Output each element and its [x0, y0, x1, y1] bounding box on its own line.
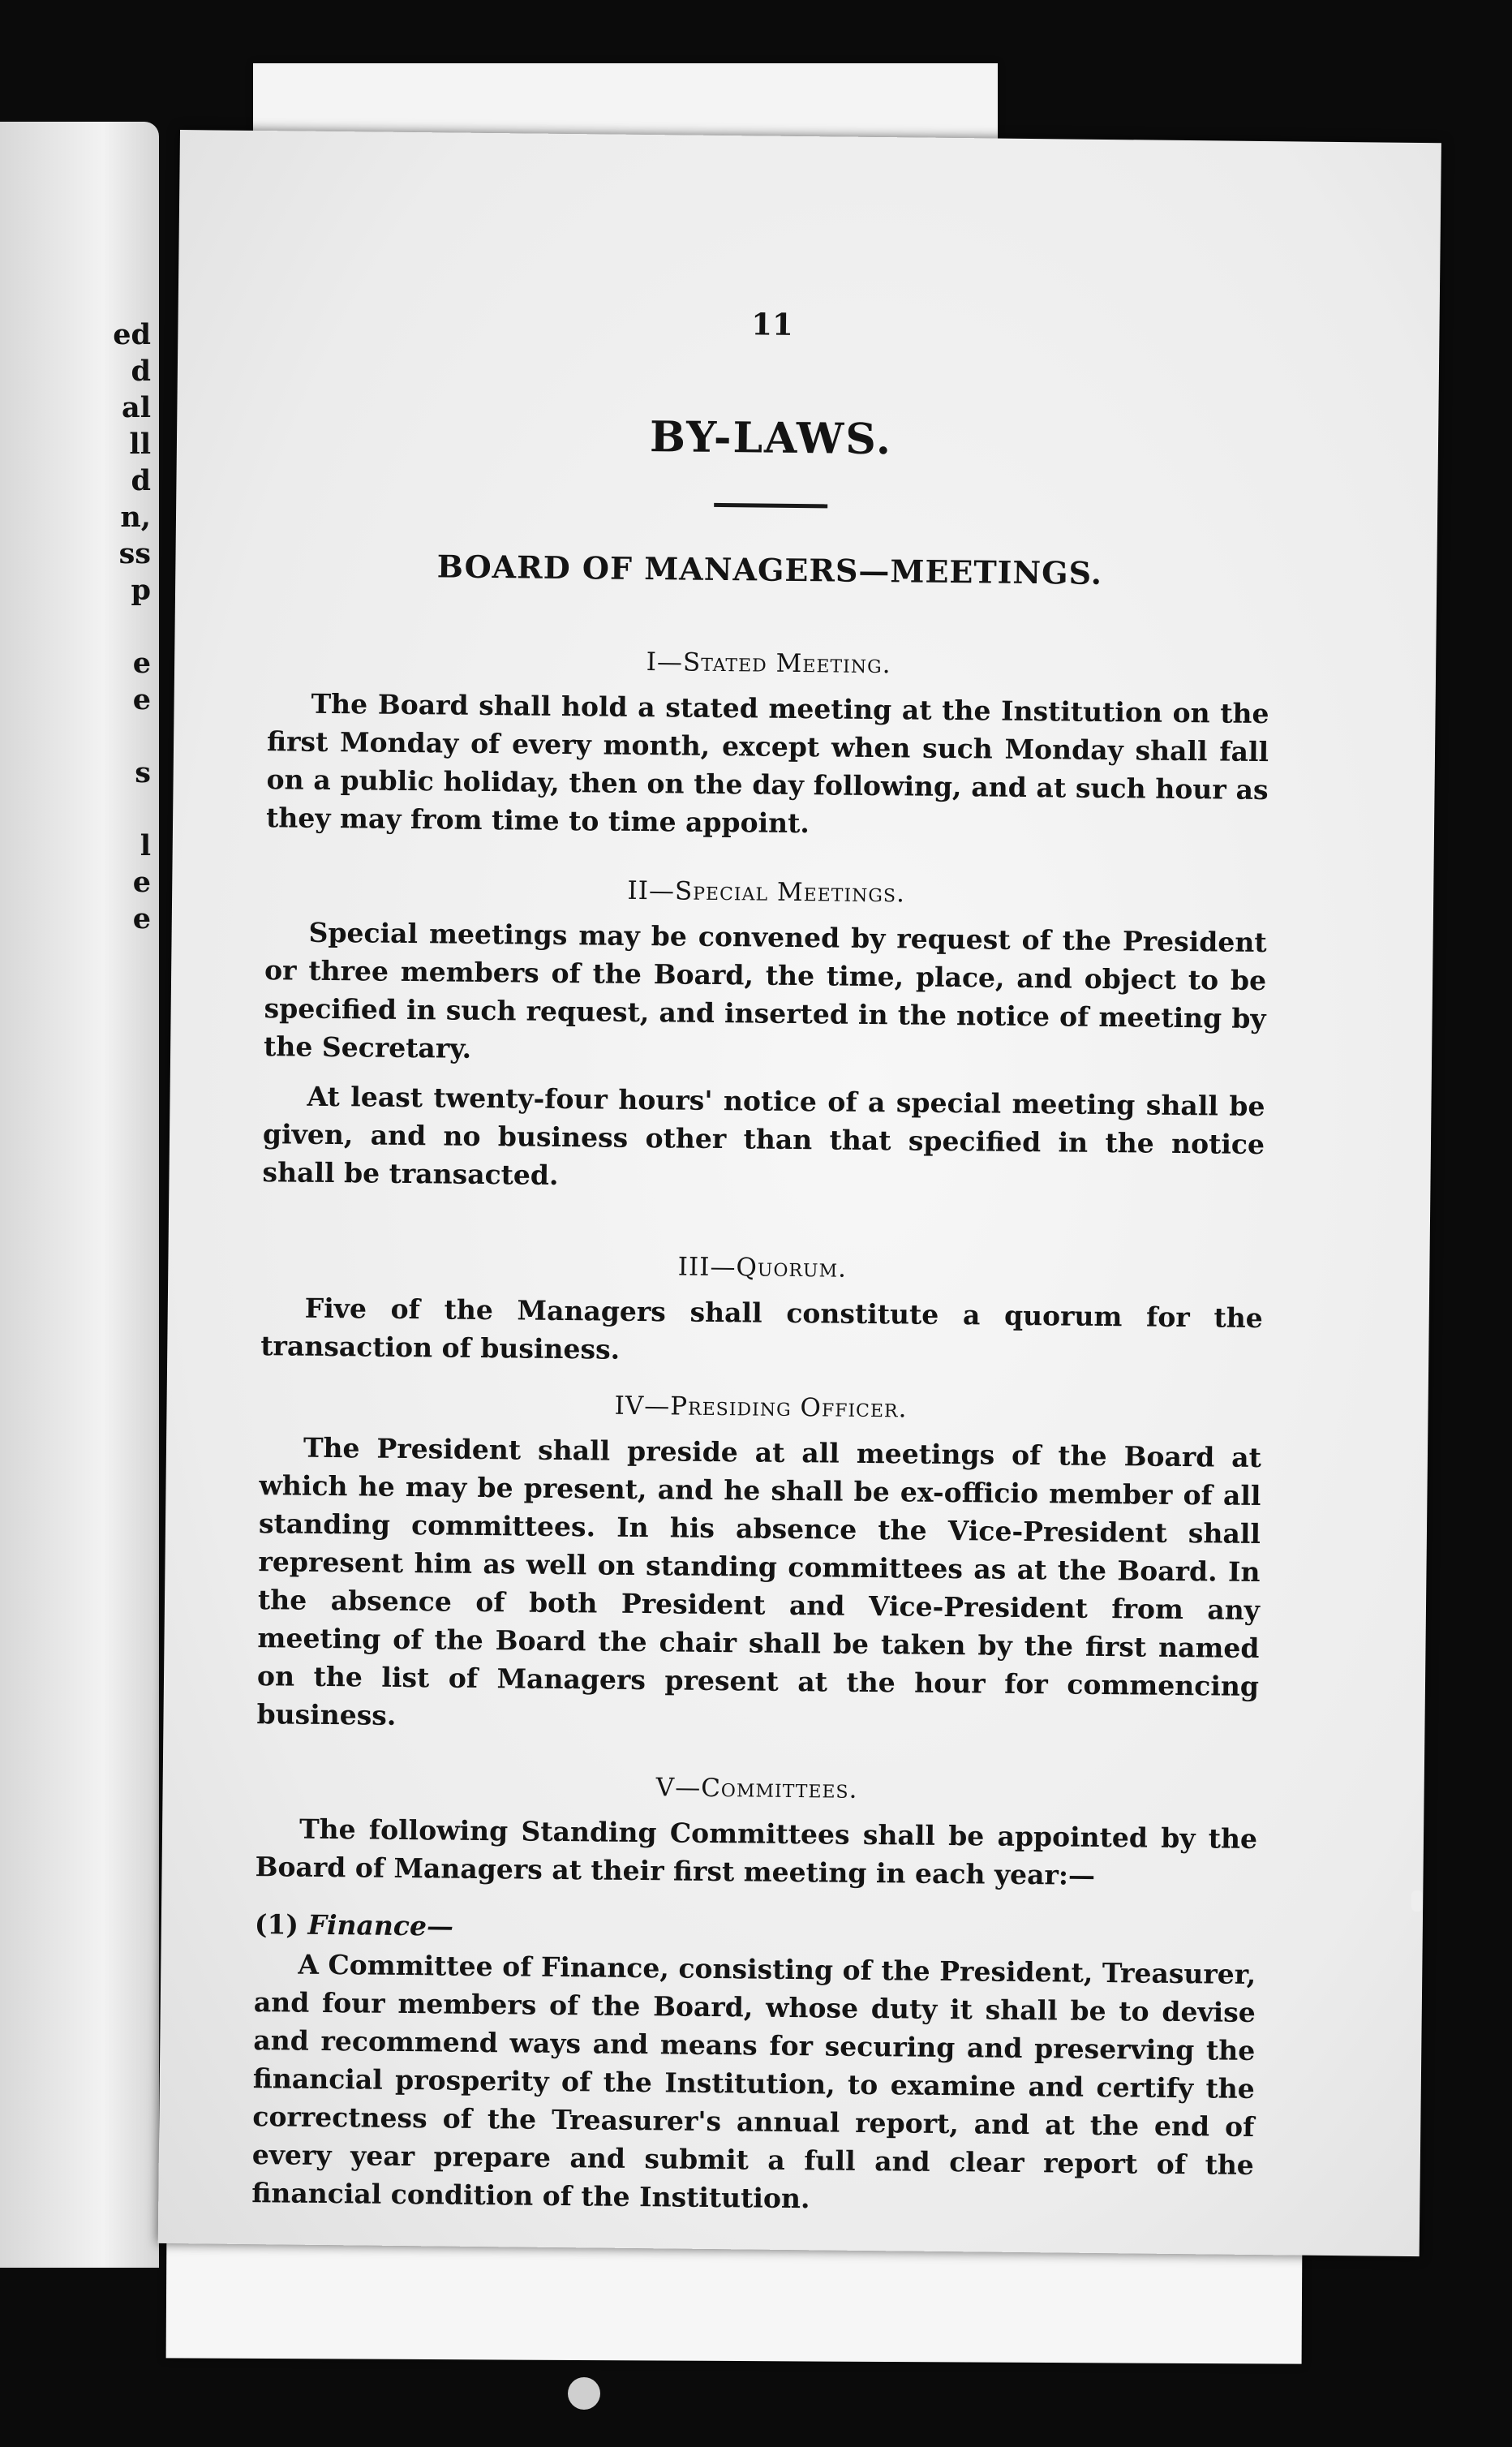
left-frag: al: [122, 391, 151, 424]
left-frag: s: [135, 756, 151, 789]
left-frag: ll: [129, 428, 151, 461]
title-rule: [714, 503, 827, 508]
left-page-text: [102, 316, 151, 937]
bottom-artifact: [568, 2377, 600, 2410]
article-heading: V—Committees.: [655, 1773, 858, 1804]
left-frag: d: [131, 464, 151, 497]
left-frag: [102, 718, 151, 755]
left-frag: p: [131, 574, 151, 607]
article-paragraph: The President shall preside at all meetings of the Board at which he may be present, and he shall be ex-officio member of all standing committees. In his absence the Vice-President shall represent him as well on standing committees as at the Board. In the absence of both President and Vice-President from any meeting of the Board the chair shall be taken by the first named on the list of Managers present at the hour for commencing business.: [256, 1431, 1262, 1731]
article-paragraph: At least twenty-four hours' notice of a special meeting shall be given, and no business other than that specified in the notice shall be transacted.: [262, 1080, 1265, 1191]
article-heading: IV—Presiding Officer.: [614, 1391, 908, 1424]
main-page: [158, 130, 1441, 2256]
left-frag: ss: [118, 537, 151, 570]
left-frag: e: [132, 683, 151, 716]
article-paragraph: The following Standing Committees shall be appointed by the Board of Managers at their first meeting in each year:—: [255, 1813, 1258, 1891]
edge-artifact: [1411, 1890, 1423, 1912]
item-number: (1): [254, 1908, 299, 1941]
left-frag: [102, 609, 151, 645]
page-content: [251, 301, 1274, 2234]
page-title: BY-LAWS.: [649, 412, 893, 465]
left-frag: d: [131, 355, 151, 388]
article-heading: II—Special Meetings.: [627, 875, 906, 909]
left-page-fragment: [0, 122, 159, 2268]
committee-item-text: A Committee of Finance, consisting of the President, Treasurer, and four members of the Board, whose duty it shall be to devise and recommend ways and means for securing and preserving the financial prosperity of the Institution, to examine and certify the correctness of the Treasurer's annual report, and at the end of every year prepare and submit a full and clear report of the financial condition of the Institution.: [251, 1948, 1256, 2215]
item-label: Finance—: [307, 1908, 454, 1942]
article-paragraph: The Board shall hold a stated meeting at the Institution on the first Monday of every month, except when such Monday shall fall on a public holiday, then on the day following, and at such hour as they may from time to time appoint.: [265, 687, 1269, 840]
left-frag: e: [132, 647, 151, 680]
committee-item-heading: [255, 1908, 1256, 1950]
article-paragraph: Special meetings may be convened by request of the President or three members of the Board, the time, place, and object to be specified in such request, and inserted in the notice of meeting by the Secretary.: [263, 916, 1267, 1064]
left-frag: n,: [120, 501, 151, 534]
article-paragraph: Five of the Managers shall constitute a quorum for the transaction of business.: [260, 1292, 1263, 1365]
left-frag: e: [132, 866, 151, 899]
article-heading: III—Quorum.: [677, 1252, 848, 1284]
page-number: 11: [751, 306, 794, 342]
article-heading: I—Stated Meeting.: [646, 647, 891, 680]
left-frag: e: [132, 902, 151, 935]
section-title: BOARD OF MANAGERS—MEETINGS.: [436, 548, 1103, 591]
left-frag: l: [140, 829, 151, 862]
left-frag: ed: [113, 318, 151, 351]
left-frag: [102, 791, 151, 828]
